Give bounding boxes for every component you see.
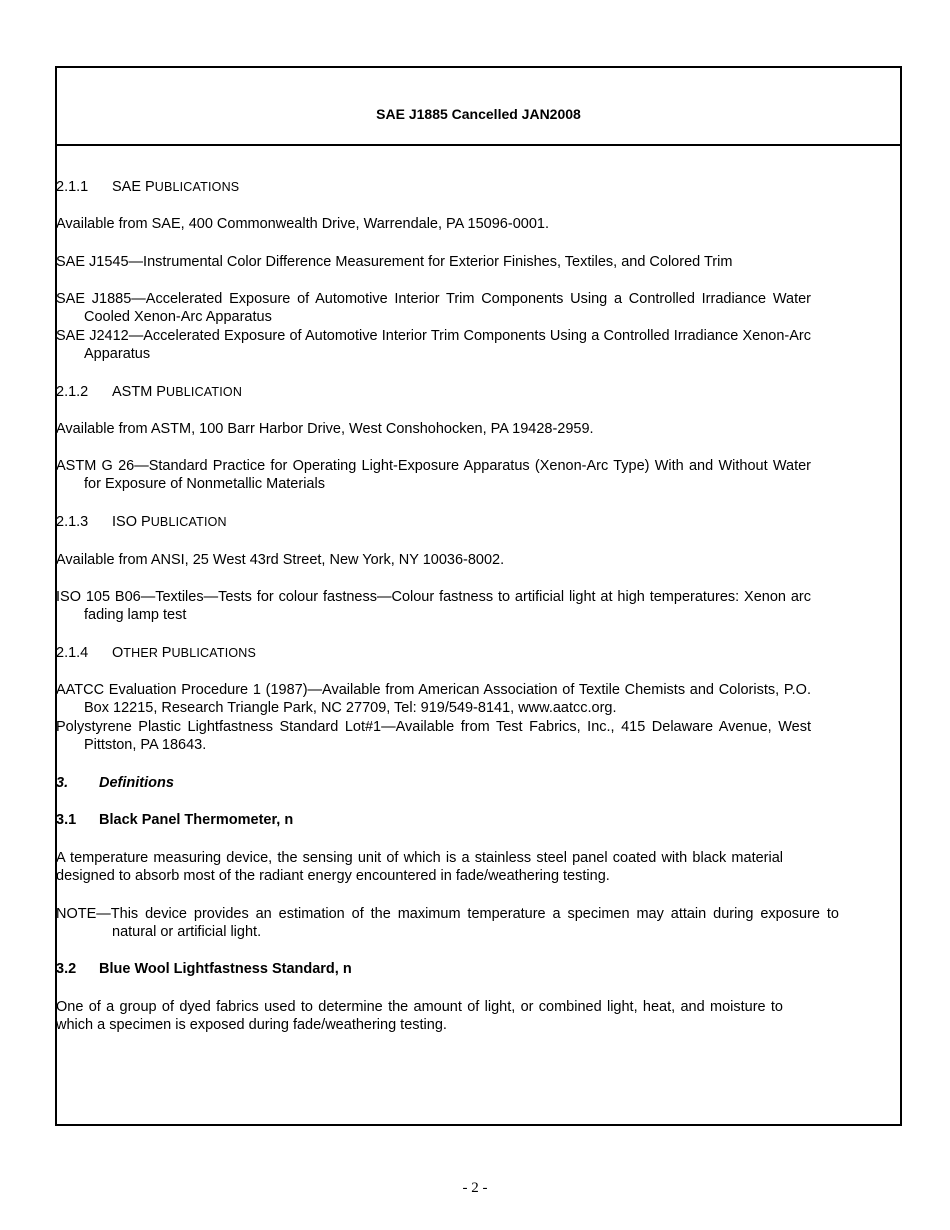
heading-2-1-2: 2.1.2 ASTM PUBLICATION: [56, 384, 243, 400]
note-black-panel: NOTE—This device provides an estimation of the maximum temperature a specimen may attain during exposure to natural or artificial light.: [56, 906, 839, 940]
ansi-availability: Available from ANSI, 25 West 43rd Street, New York, NY 10036-8002.: [56, 552, 505, 568]
ref-sae-j1885: SAE J1885—Accelerated Exposure of Automotive Interior Trim Components Using a Controlled Irradiance Water Cooled Xenon-Arc Apparatus: [56, 291, 811, 325]
heading-2-1-4: 2.1.4 OTHER PUBLICATIONS: [56, 645, 257, 661]
astm-availability: Available from ASTM, 100 Barr Harbor Drive, West Conshohocken, PA 19428-2959.: [56, 421, 594, 437]
heading-3-definitions: 3. Definitions: [56, 775, 174, 791]
heading-3-2: 3.2 Blue Wool Lightfastness Standard, n: [56, 961, 352, 977]
header-title: SAE J1885 Cancelled JAN2008: [376, 106, 581, 122]
ref-iso-105: ISO 105 B06—Textiles—Tests for colour fastness—Colour fastness to artificial light at high temperatures: Xenon arc fading lamp test: [56, 589, 811, 623]
sae-availability: Available from SAE, 400 Commonwealth Drive, Warrendale, PA 15096-0001.: [56, 216, 549, 232]
ref-polystyrene: Polystyrene Plastic Lightfastness Standard Lot#1—Available from Test Fabrics, Inc., 415 Delaware Avenue, West Pittston, PA 18643.: [56, 719, 811, 753]
page-header: [57, 68, 900, 146]
definition-blue-wool: One of a group of dyed fabrics used to determine the amount of light, or combined light, heat, and moisture to which a specimen is exposed during fade/weathering testing.: [56, 999, 783, 1033]
ref-astm-g26: ASTM G 26—Standard Practice for Operating Light-Exposure Apparatus (Xenon-Arc Type) With and Without Water for Exposure of Nonmetallic Materials: [56, 458, 811, 492]
ref-aatcc: AATCC Evaluation Procedure 1 (1987)—Available from American Association of Textile Chemists and Colorists, P.O. Box 12215, Research Triangle Park, NC 27709, Tel: 919/549-8141, www.aatcc.org.: [56, 682, 811, 716]
definition-black-panel: A temperature measuring device, the sensing unit of which is a stainless steel panel coated with black material designed to absorb most of the radiant energy encountered in fade/weathering testing.: [56, 850, 783, 884]
page-number: - 2 -: [462, 1180, 488, 1196]
heading-2-1-1: 2.1.1 SAE PUBLICATIONS: [56, 179, 240, 195]
ref-sae-j2412: SAE J2412—Accelerated Exposure of Automotive Interior Trim Components Using a Controlled Irradiance Xenon-Arc Apparatus: [56, 328, 811, 362]
heading-2-1-3: 2.1.3 ISO PUBLICATION: [56, 514, 227, 530]
ref-sae-j1545: SAE J1545—Instrumental Color Difference Measurement for Exterior Finishes, Textiles, and Colored Trim: [56, 254, 733, 270]
heading-3-1: 3.1 Black Panel Thermometer, n: [56, 812, 294, 828]
